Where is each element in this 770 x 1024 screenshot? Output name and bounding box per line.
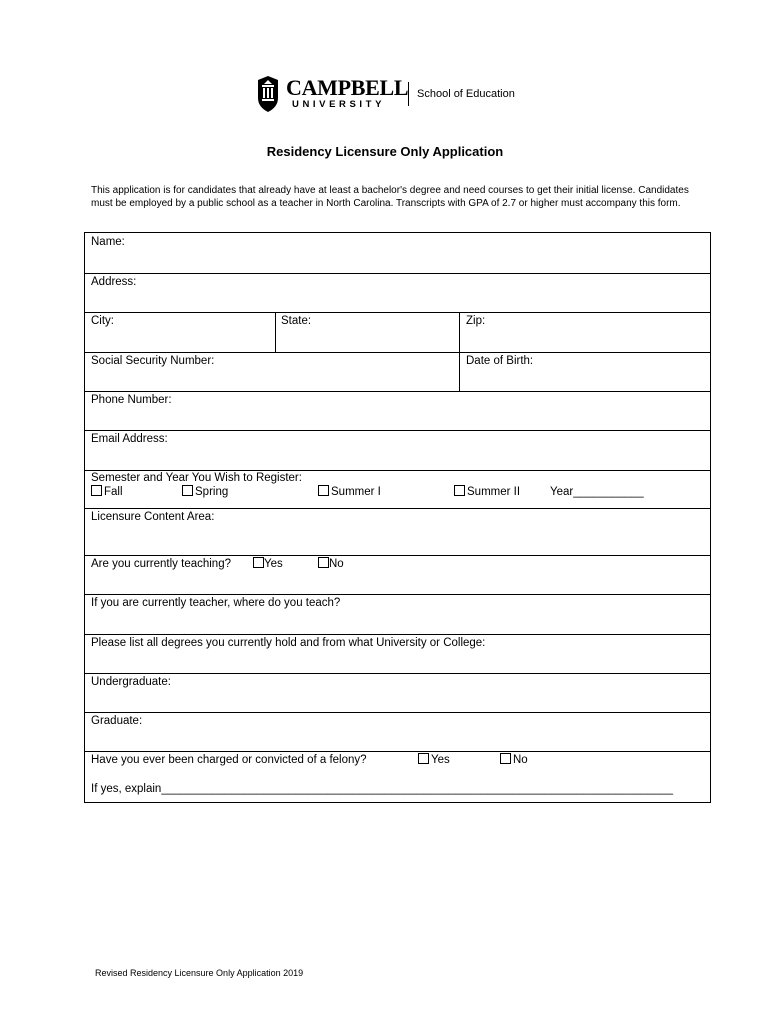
campbell-seal-icon — [256, 76, 280, 112]
school-name: School of Education — [417, 88, 515, 100]
name-row[interactable] — [85, 233, 710, 274]
application-form — [84, 232, 711, 803]
graduate-row[interactable] — [85, 712, 710, 752]
phone-label: Phone Number: — [91, 394, 172, 406]
ssn-dob-divider — [459, 352, 460, 391]
ssn-label: Social Security Number: — [91, 355, 215, 367]
dob-label: Date of Birth: — [466, 355, 534, 367]
spring-checkbox[interactable] — [182, 485, 193, 496]
teaching-no-option[interactable]: No — [318, 557, 344, 571]
state-zip-divider — [459, 312, 460, 352]
logo-divider — [408, 82, 409, 106]
teaching-row — [85, 555, 710, 595]
footer-revision: Revised Residency Licensure Only Application 2019 — [95, 968, 304, 978]
zip-label: Zip: — [466, 315, 486, 327]
address-row[interactable] — [85, 273, 710, 313]
logo-wordmark: CAMPBELL — [286, 75, 409, 100]
degrees-label: Please list all degrees you currently hold and from what University or College: — [91, 637, 486, 649]
summer2-option[interactable]: Summer II — [454, 485, 520, 499]
where-teach-row[interactable] — [85, 594, 710, 635]
undergraduate-label: Undergraduate: — [91, 676, 171, 688]
city-state-divider — [275, 312, 276, 352]
felony-label: Have you ever been charged or convicted of a felony? — [91, 754, 367, 766]
semester-row — [85, 470, 710, 509]
felony-row — [85, 751, 710, 804]
undergraduate-row[interactable] — [85, 673, 710, 713]
degrees-row — [85, 634, 710, 674]
teaching-no-checkbox[interactable] — [318, 557, 329, 568]
content-area-label: Licensure Content Area: — [91, 511, 215, 523]
fall-option[interactable]: Fall — [91, 485, 123, 499]
email-label: Email Address: — [91, 433, 168, 445]
summer1-checkbox[interactable] — [318, 485, 329, 496]
name-label: Name: — [91, 236, 125, 248]
graduate-label: Graduate: — [91, 715, 143, 727]
felony-no-checkbox[interactable] — [500, 753, 511, 764]
spring-option[interactable]: Spring — [182, 485, 228, 499]
teaching-label: Are you currently teaching? — [91, 558, 231, 570]
phone-row[interactable] — [85, 391, 710, 431]
felony-no-option[interactable]: No — [500, 753, 528, 767]
city-state-zip-row — [85, 312, 710, 353]
teaching-yes-checkbox[interactable] — [253, 557, 264, 568]
intro-paragraph: This application is for candidates that already have at least a bachelor's degree and need courses to get their initial license. Candidates must be employed by a public school as a teacher in North Carolina. Transcripts with GPA of 2.7 or higher must accompany this form. — [91, 185, 689, 210]
felony-yes-checkbox[interactable] — [418, 753, 429, 764]
email-row[interactable] — [85, 430, 710, 471]
campbell-logo — [256, 76, 526, 112]
fall-checkbox[interactable] — [91, 485, 102, 496]
year-field[interactable]: Year___________ — [550, 486, 644, 498]
where-teach-label: If you are currently teacher, where do you teach? — [91, 597, 341, 609]
teaching-yes-option[interactable]: Yes — [253, 557, 283, 571]
city-label: City: — [91, 315, 114, 327]
logo-subtitle: UNIVERSITY — [292, 99, 386, 110]
content-area-row[interactable] — [85, 508, 710, 556]
ssn-dob-row — [85, 352, 710, 392]
felony-yes-option[interactable]: Yes — [418, 753, 450, 767]
state-label: State: — [281, 315, 312, 327]
address-label: Address: — [91, 276, 137, 288]
summer1-option[interactable]: Summer I — [318, 485, 381, 499]
page-title: Residency Licensure Only Application — [266, 144, 504, 159]
summer2-checkbox[interactable] — [454, 485, 465, 496]
semester-label: Semester and Year You Wish to Register: — [91, 472, 302, 484]
felony-explain-field[interactable]: If yes, explain________________________________________________________________________________ — [91, 783, 673, 795]
